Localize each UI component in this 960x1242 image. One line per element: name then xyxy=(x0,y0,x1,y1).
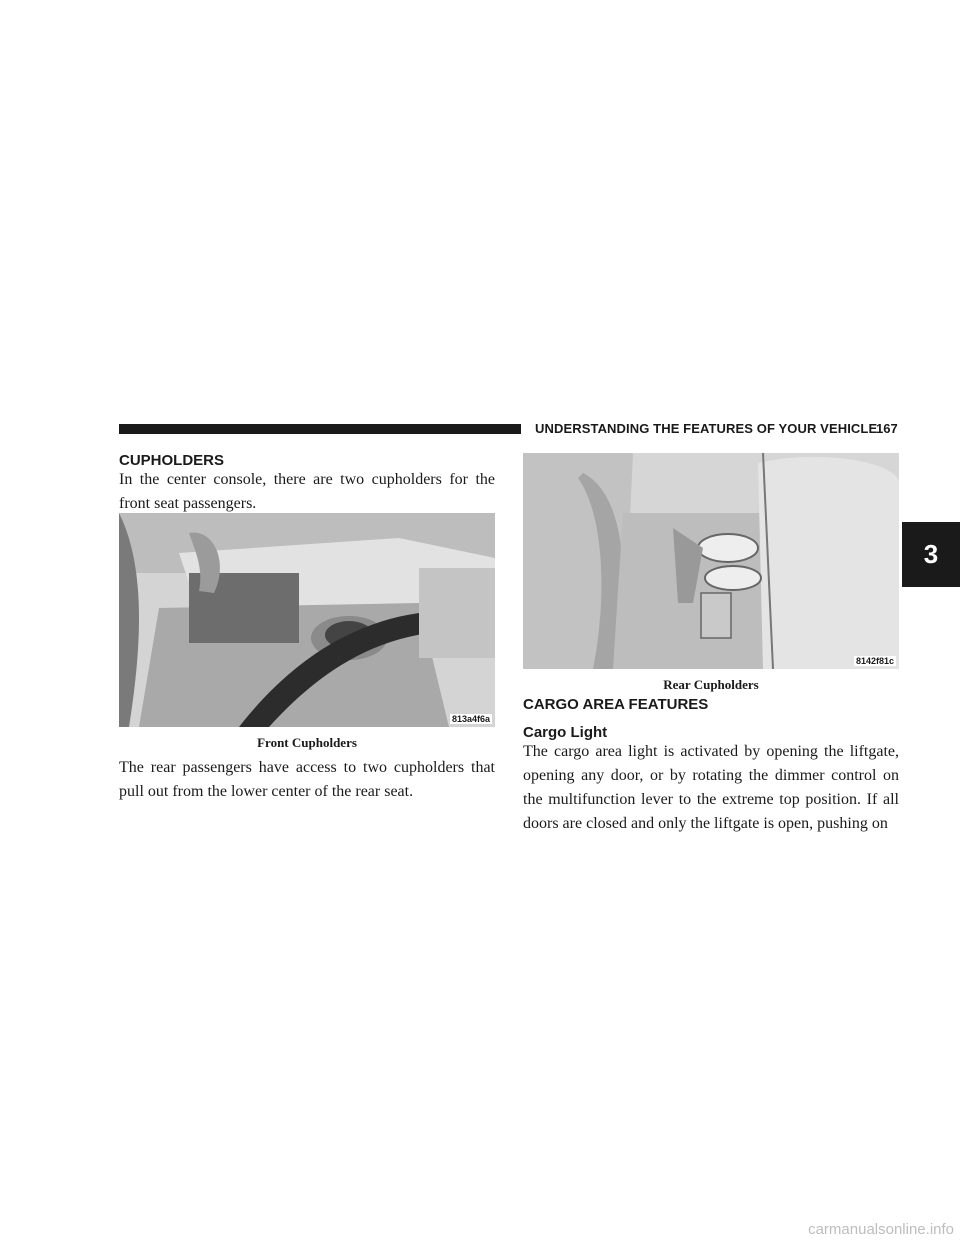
front-cupholders-image xyxy=(119,513,495,727)
cupholders-heading: CUPHOLDERS xyxy=(119,452,225,469)
cargo-light-text: The cargo area light is activated by opening the liftgate, opening any door, or by rotating the dimmer control on the multifunction lever to the extreme top position. If all doors are closed and only the liftgate is open, pushing on xyxy=(523,743,899,832)
rear-cupholders-image xyxy=(523,453,899,669)
rear-cupholders-caption: Rear Cupholders xyxy=(663,677,759,692)
front-cupholders-caption: Front Cupholders xyxy=(257,735,357,750)
rear-figure-code: 8142f81c xyxy=(855,656,894,666)
chapter-tab: 3 xyxy=(902,522,960,587)
cargo-light-subheading: Cargo Light xyxy=(523,724,608,741)
cupholders-intro: In the center console, there are two cupholders for the front seat passengers. xyxy=(119,471,495,512)
watermark: carmanualsonline.info xyxy=(808,1221,954,1238)
header-rule xyxy=(119,424,521,434)
section-title: UNDERSTANDING THE FEATURES OF YOUR VEHICLE xyxy=(535,421,878,436)
page-number: 167 xyxy=(876,421,898,436)
rear-cupholders-illustration xyxy=(523,453,899,669)
rear-passengers-text: The rear passengers have access to two cupholders that pull out from the lower center of the rear seat. xyxy=(119,759,495,800)
cargo-area-heading: CARGO AREA FEATURES xyxy=(523,696,709,713)
front-figure-code: 813a4f6a xyxy=(451,714,490,724)
front-cupholders-illustration xyxy=(119,513,495,727)
